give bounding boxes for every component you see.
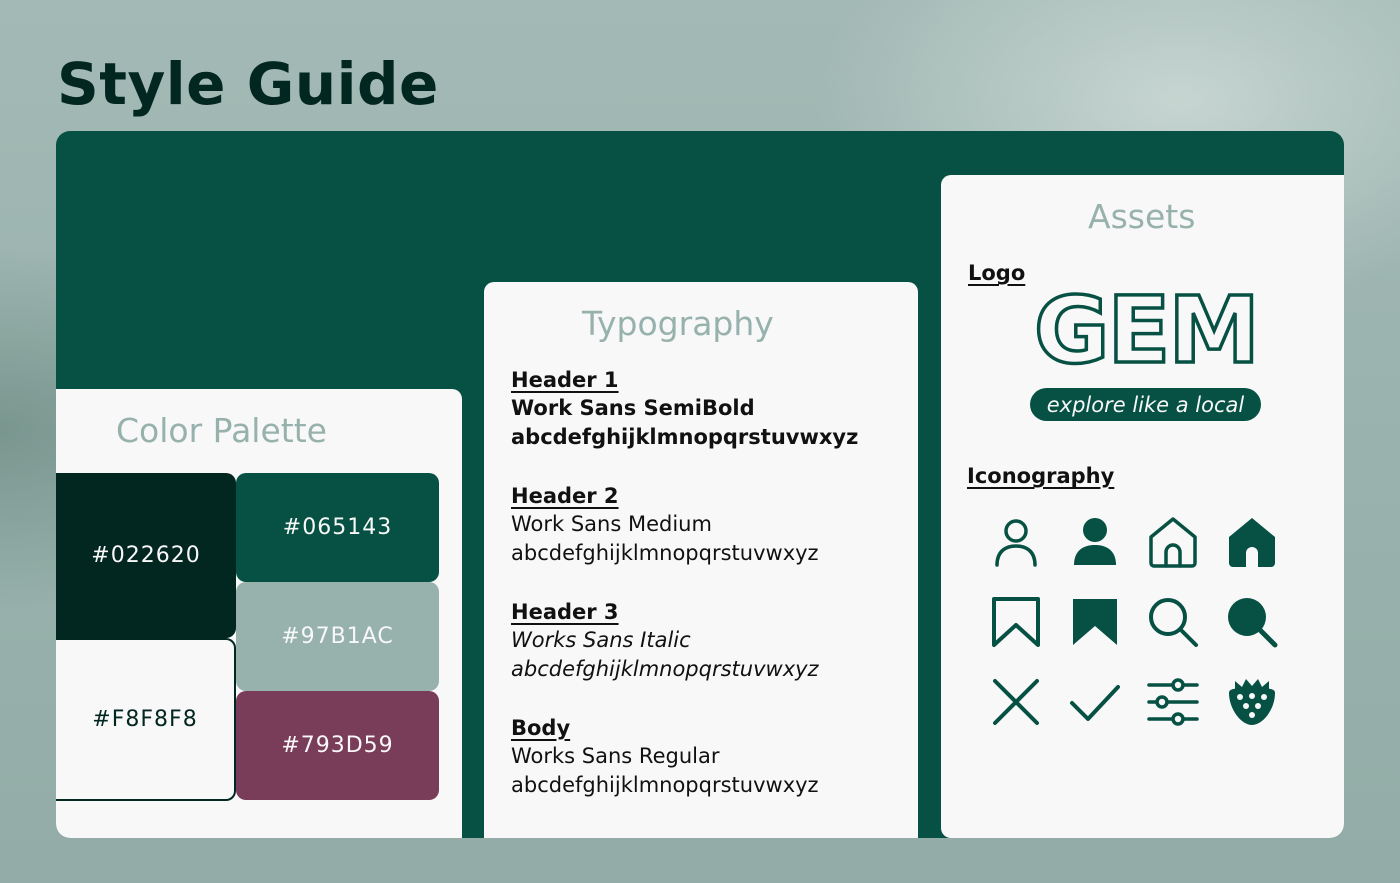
logo-tagline: explore like a local <box>1030 388 1261 421</box>
page-title: Style Guide <box>57 50 439 118</box>
icon-grid <box>989 515 1289 735</box>
type-style-font: Work Sans SemiBold <box>511 396 755 420</box>
search-filled-icon <box>1225 595 1279 649</box>
home-outline-icon <box>1146 515 1200 569</box>
type-style-header-1 <box>511 366 858 452</box>
check-icon <box>1068 675 1122 729</box>
type-style-header-2 <box>511 482 819 568</box>
type-style-label: Header 3 <box>511 600 619 624</box>
type-style-sample: abcdefghijklmnopqrstuvwxyz <box>511 541 819 565</box>
type-style-label: Body <box>511 716 571 740</box>
type-style-body <box>511 714 819 800</box>
type-style-sample: abcdefghijklmnopqrstuvwxyz <box>511 657 819 681</box>
swatch-off-white: #F8F8F8 <box>56 638 236 801</box>
logo-label: Logo <box>968 261 1026 285</box>
strawberry-icon <box>1225 675 1279 729</box>
sliders-icon <box>1146 675 1200 729</box>
assets-title: Assets <box>1088 197 1196 236</box>
user-outline-icon <box>989 515 1043 569</box>
swatch-sage: #97B1AC <box>236 582 439 691</box>
style-guide-board <box>56 131 1344 838</box>
swatch-dark-green: #022620 <box>56 473 236 638</box>
gem-logo-text: GEM <box>1034 285 1258 375</box>
swatch-primary-green: #065143 <box>236 473 439 582</box>
type-style-label: Header 2 <box>511 484 619 508</box>
type-style-font: Work Sans Medium <box>511 512 712 536</box>
type-style-label: Header 1 <box>511 368 619 392</box>
assets-card <box>941 175 1344 838</box>
close-icon <box>989 675 1043 729</box>
type-style-sample: abcdefghijklmnopqrstuvwxyz <box>511 425 859 449</box>
type-style-font: Works Sans Regular <box>511 744 720 768</box>
type-style-sample: abcdefghijklmnopqrstuvwxyz <box>511 773 819 797</box>
bookmark-outline-icon <box>989 595 1043 649</box>
color-palette-title: Color Palette <box>116 411 327 450</box>
type-style-font: Works Sans Italic <box>511 628 691 652</box>
gem-logo <box>1031 285 1261 375</box>
iconography-label: Iconography <box>967 464 1115 488</box>
user-filled-icon <box>1068 515 1122 569</box>
color-palette-card <box>56 389 462 838</box>
bookmark-filled-icon <box>1068 595 1122 649</box>
search-outline-icon <box>1146 595 1200 649</box>
typography-title: Typography <box>582 304 774 343</box>
home-filled-icon <box>1225 515 1279 569</box>
typography-card <box>484 282 918 838</box>
type-style-header-3 <box>511 598 819 684</box>
swatch-plum: #793D59 <box>236 691 439 800</box>
